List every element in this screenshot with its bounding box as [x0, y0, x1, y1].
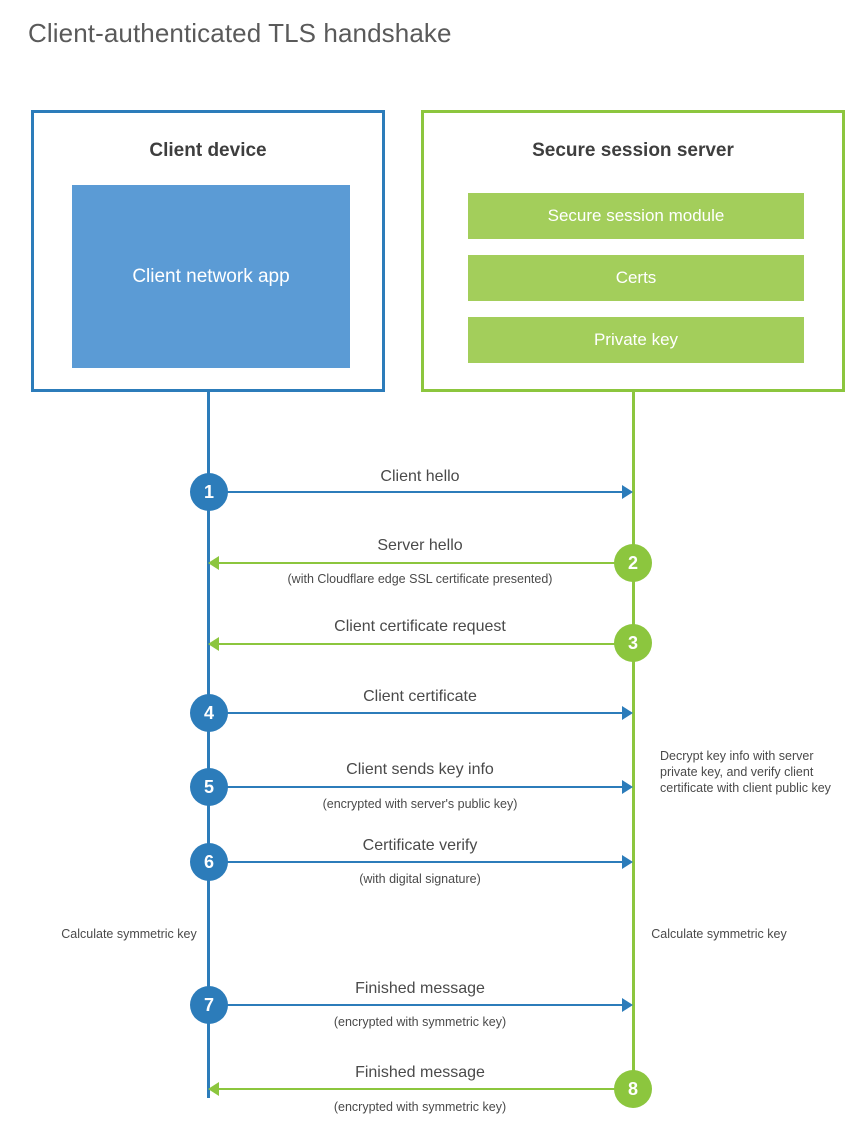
- label-step-1: Client hello: [380, 468, 460, 485]
- note-client-calculate-key: Calculate symmetric key: [61, 927, 197, 941]
- note-server-decrypt: Decrypt key info with server private key, and verify client certificate with client public key: [660, 749, 831, 795]
- step-marker-6: 6: [190, 843, 228, 881]
- certs-block: Certs: [468, 255, 804, 301]
- secure-session-module-block: Secure session module: [468, 193, 804, 239]
- arrow-step-1: [208, 491, 622, 493]
- sublabel-step-7: (encrypted with symmetric key): [333, 1015, 507, 1029]
- arrow-head-step-8: [208, 1082, 219, 1096]
- sublabel-step-2: (with Cloudflare edge SSL certificate presented): [287, 572, 553, 586]
- page-title: Client-authenticated TLS handshake: [28, 18, 452, 48]
- step-marker-4: 4: [190, 694, 228, 732]
- arrow-step-7: [208, 1004, 622, 1006]
- step-marker-5: 5: [190, 768, 228, 806]
- arrow-head-step-5: [622, 780, 633, 794]
- step-marker-8: 8: [614, 1070, 652, 1108]
- note-server-calculate-key: Calculate symmetric key: [651, 927, 787, 941]
- step-marker-3: 3: [614, 624, 652, 662]
- arrow-step-3: [219, 643, 633, 645]
- label-step-5: Client sends key info: [346, 761, 494, 778]
- client-network-app-block: Client network app: [72, 185, 350, 368]
- step-marker-1: 1: [190, 473, 228, 511]
- arrow-step-4: [208, 712, 622, 714]
- private-key-block: Private key: [468, 317, 804, 363]
- arrow-head-step-3: [208, 637, 219, 651]
- step-marker-2: 2: [614, 544, 652, 582]
- sublabel-step-5: (encrypted with server's public key): [322, 797, 518, 811]
- arrow-step-6: [208, 861, 622, 863]
- label-step-3: Client certificate request: [334, 618, 506, 635]
- sublabel-step-6: (with digital signature): [359, 872, 481, 886]
- step-marker-7: 7: [190, 986, 228, 1024]
- secure-session-server-heading: Secure session server: [532, 140, 734, 161]
- client-device-box: [31, 110, 385, 392]
- arrow-step-8: [219, 1088, 633, 1090]
- label-step-8: Finished message: [355, 1064, 485, 1081]
- arrow-head-step-2: [208, 556, 219, 570]
- label-step-6: Certificate verify: [362, 837, 478, 854]
- arrow-step-2: [219, 562, 633, 564]
- label-step-7: Finished message: [355, 980, 485, 997]
- arrow-head-step-6: [622, 855, 633, 869]
- arrow-head-step-7: [622, 998, 633, 1012]
- client-device-heading: Client device: [149, 140, 267, 161]
- sublabel-step-8: (encrypted with symmetric key): [333, 1100, 507, 1114]
- secure-session-server-box: [421, 110, 845, 392]
- label-step-4: Client certificate: [363, 688, 477, 705]
- arrow-head-step-1: [622, 485, 633, 499]
- label-step-2: Server hello: [377, 537, 463, 554]
- arrow-head-step-4: [622, 706, 633, 720]
- arrow-step-5: [208, 786, 622, 788]
